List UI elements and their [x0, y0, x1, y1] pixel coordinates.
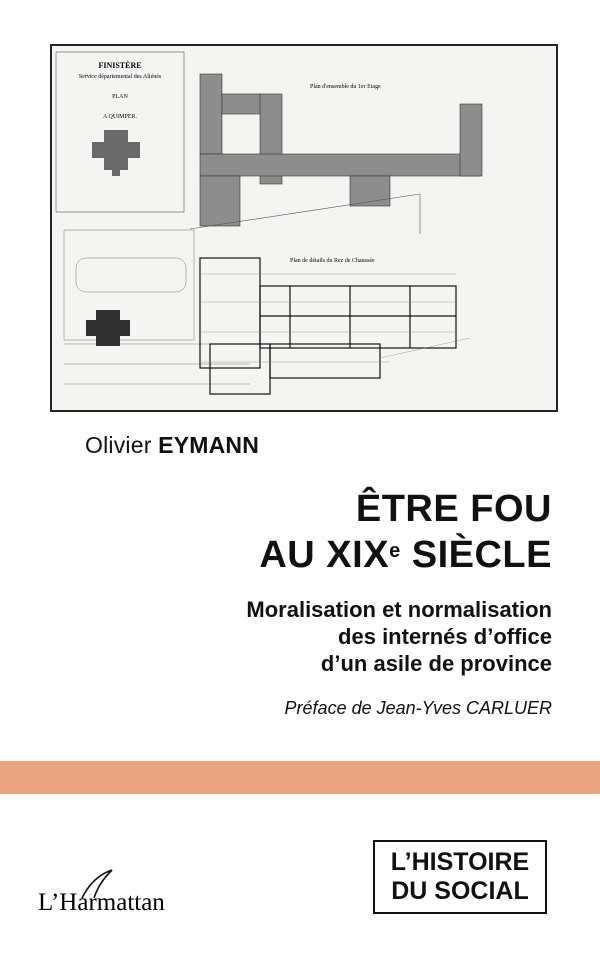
- book-subtitle: [246, 596, 552, 677]
- author-first-name: Olivier: [85, 432, 152, 458]
- decorative-band: [0, 761, 600, 794]
- author-name: [85, 432, 259, 459]
- plan-label-upper: Plan d'ensemble du 1er Etage: [310, 84, 381, 90]
- collection-box: [373, 840, 547, 914]
- title-line-2-end: SIÈCLE: [400, 534, 552, 576]
- publisher-name: L’Harmattan: [38, 889, 165, 916]
- author-last-name: EYMANN: [158, 432, 260, 458]
- asylum-plan-illustration: [50, 44, 558, 412]
- title-line-2-start: AU XIX: [259, 534, 390, 576]
- preface-credit: Préface de Jean-Yves CARLUER: [284, 698, 552, 718]
- subtitle-line-1: Moralisation et normalisation: [246, 597, 552, 622]
- plan-label-lower: Plan de détails du Rez de Chaussée: [290, 258, 375, 264]
- subtitle-line-2: des internés d’office: [338, 624, 552, 649]
- publisher-logo: [38, 868, 188, 916]
- plan-header-city: A QUIMPER.: [102, 114, 138, 120]
- title-line-1: ÊTRE FOU: [355, 488, 552, 530]
- collection-line-2: DU SOCIAL: [391, 877, 529, 905]
- plan-header-subtitle: Service départemental des Aliénés: [78, 74, 162, 80]
- collection-line-1: L’HISTOIRE: [390, 848, 530, 876]
- plan-header-title: FINISTÈRE: [98, 61, 142, 70]
- title-line-2: [259, 532, 552, 578]
- book-title: [259, 486, 552, 578]
- subtitle-line-3: d’un asile de province: [320, 651, 552, 676]
- title-superscript: e: [389, 540, 401, 562]
- plan-header-plan: PLAN: [112, 94, 128, 100]
